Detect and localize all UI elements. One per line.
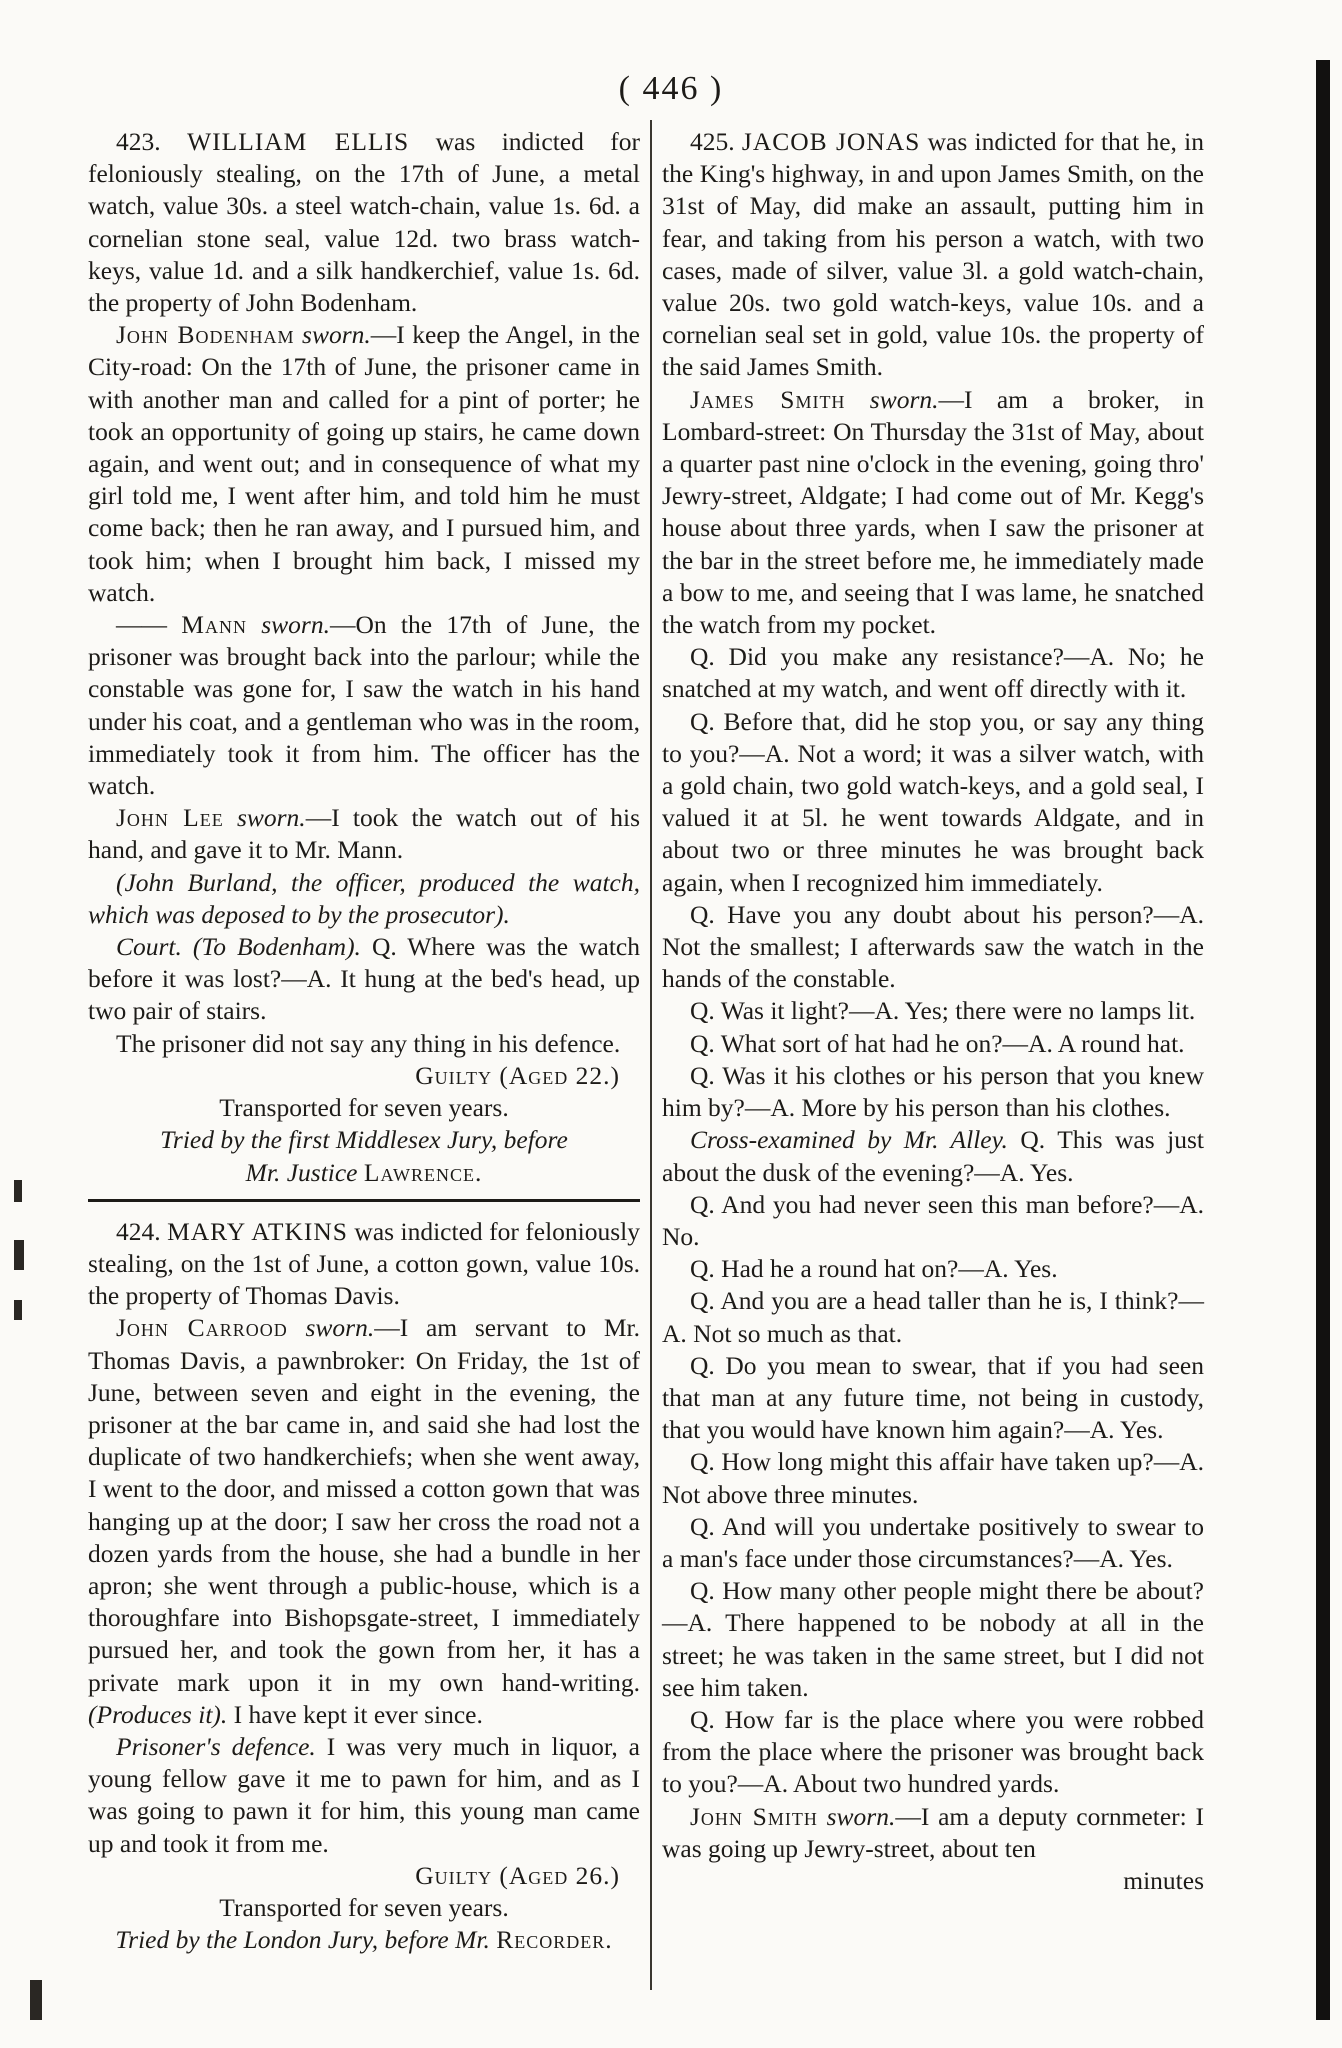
defendant-name: WILLIAM ELLIS	[187, 127, 410, 156]
scan-speck	[14, 1240, 24, 1270]
scan-speck	[30, 1980, 42, 2020]
defendant-name: JACOB JONAS	[741, 127, 921, 156]
catchword: minutes	[1123, 1865, 1204, 1895]
testimony-text: —I am servant to Mr. Thomas Davis, a pawnbroker: On Friday, the 1st of June, between seven and eight in the evening, the prisoner at the bar came in, and said she had lost the duplicate of two handkerchiefs; when she went away, I went to the door, and missed a cotton gown that was hanging up at the door; I saw her cross the road not a dozen yards from the house, she had a bundle in her apron; she went through a public-house, which is a thoroughfare into Bishopsgate-street, I immediately pursued her, and took the gown from her, it has a private mark upon it in my own hand-writing.	[88, 1313, 641, 1697]
judge-name: Recorder.	[496, 1925, 613, 1955]
page-edge-shadow	[1316, 60, 1330, 2020]
qa-line: Q. Have you any doubt about his person?—A. Not the smallest; I afterwards saw the watch in the hands of the constable.	[662, 899, 1204, 994]
case-424-intro	[88, 1216, 640, 1313]
qa-line: Q. And you had never seen this man before?—A. No.	[662, 1189, 1204, 1251]
column-divider	[650, 120, 652, 1990]
testimony-text: —I took the watch out of his hand, and gave it to Mr. Mann.	[88, 803, 640, 865]
witness-name: John Carrood	[116, 1313, 288, 1343]
sworn-label: sworn.	[305, 1313, 375, 1343]
defence-text: I was very much in liquor, a young fellow gave it me to pawn for him, and as I was going to pawn it for him, this young man came up and took it from me.	[88, 1731, 641, 1858]
witness-name: John Lee	[116, 803, 224, 833]
tried-by-judge	[88, 1157, 640, 1189]
judge-title: Mr. Justice	[245, 1157, 358, 1187]
tried-by-line: Tried by the first Middlesex Jury, before	[160, 1125, 568, 1155]
sentence: Transported for seven years.	[219, 1892, 509, 1922]
case-425-intro	[662, 126, 1204, 384]
witness-testimony	[88, 1312, 640, 1731]
testimony-text: —I keep the Angel, in the City-road: On the 17th of June, the prisoner came in with another man and called for a pint of porter; he took an opportunity of going up stairs, he came down again, and went out; and in consequence of what my girl told me, I went after him, and told him he must come back; then he ran away, and I pursued him, and took him; when I brought him back, I missed my watch.	[88, 320, 640, 607]
qa-line: Q. Had he a round hat on?—A. Yes.	[690, 1254, 1058, 1284]
cross-text: Q. This was just about the dusk of the evening?—A. Yes.	[662, 1125, 1205, 1187]
verdict: Guilty (Aged 26.)	[415, 1860, 620, 1890]
testimony-tail: I have kept it ever since.	[233, 1699, 483, 1729]
qa-line: Q. What sort of hat had he on?—A. A round hat.	[690, 1028, 1185, 1058]
witness-name: James Smith	[690, 384, 846, 414]
sworn-label: sworn.	[869, 384, 939, 414]
indictment-text: was indicted for feloniously stealing, on the 1st of June, a cotton gown, value 10s. the property of Thomas Davis.	[88, 1216, 641, 1311]
testimony-text: —I am a broker, in Lombard-street: On Thursday the 31st of May, about a quarter past nine o'clock in the evening, going thro' Jewry-street, Aldgate; I had come out of Mr. Kegg's house about three yards, when I saw the prisoner at the bar in the street before me, he immediately made a bow to me, and seeing that I was lame, he snatched the watch from my pocket.	[662, 384, 1205, 640]
defendant-name: MARY ATKINS	[167, 1216, 348, 1246]
witness-testimony	[88, 802, 640, 866]
witness-name: John Bodenham	[116, 320, 295, 350]
scan-speck	[14, 1180, 22, 1202]
produces-note: (Produces it).	[88, 1699, 228, 1729]
court-label: Court. (To Bodenham).	[116, 932, 361, 962]
court-qa-text: Q. Where was the watch before it was lost?—A. It hung at the bed's head, up two pair of stairs.	[88, 932, 640, 1026]
witness-testimony	[88, 609, 640, 802]
tried-by-text: Tried by the London Jury, before Mr.	[115, 1925, 490, 1955]
testimony-text: —On the 17th of June, the prisoner was brought back into the parlour; while the constable was gone for, I saw the watch in his hand under his coat, and a gentleman who was in the room, immediately took it from him. The officer has the watch.	[88, 610, 641, 801]
testimony-text: —I am a deputy cornmeter: I was going up Jewry-street, about ten	[662, 1801, 1204, 1863]
qa-line: Q. Was it light?—A. Yes; there were no lamps lit.	[690, 996, 1196, 1026]
dash-prefix: ——	[116, 610, 167, 640]
case-separator-rule	[88, 1199, 640, 1202]
defence-label: Prisoner's defence.	[116, 1731, 316, 1761]
qa-line: Q. Do you mean to swear, that if you had seen that man at any future time, not being in custody, that you would have known him again?—A. Yes.	[662, 1350, 1204, 1445]
evidence-note: (John Burland, the officer, produced the watch, which was deposed to by the prosecutor).	[88, 867, 640, 929]
scan-speck	[14, 1300, 22, 1320]
qa-line: Q. Was it his clothes or his person that you knew him by?—A. More by his person than his clothes.	[662, 1060, 1204, 1123]
qa-line: Q. And you are a head taller than he is, I think?—A. Not so much as that.	[662, 1286, 1204, 1348]
court-question	[88, 931, 640, 1028]
qa-line: Q. How far is the place where you were robbed from the place where the prisoner was brought back to you?—A. About two hundred yards.	[662, 1704, 1204, 1799]
qa-line: Q. How many other people might there be about?—A. There happened to be nobody at all in the street; he was taken in the same street, but I did not see him taken.	[662, 1576, 1204, 1702]
sworn-label: sworn.	[261, 610, 330, 640]
left-column	[88, 126, 640, 1956]
page-number: ( 446 )	[618, 70, 724, 107]
qa-line: Q. How long might this affair have taken up?—A. Not above three minutes.	[662, 1447, 1204, 1509]
qa-line: Q. Did you make any resistance?—A. No; he snatched at my watch, and went off directly with it.	[662, 642, 1204, 704]
defence-note: The prisoner did not say any thing in his defence.	[116, 1028, 621, 1058]
qa-line: Q. Before that, did he stop you, or say any thing to you?—A. Not a word; it was a silver watch, with a gold chain, two gold watch-keys, and a gold seal, I valued it at 5l. he went towards Aldgate, and in about two or three minutes he was brought back again, when I recognized him immediately.	[662, 706, 1204, 897]
witness-testimony	[662, 384, 1204, 642]
verdict: Guilty (Aged 22.)	[415, 1060, 620, 1090]
indictment-text: was indicted for that he, in the King's highway, in and upon James Smith, on the 31st of May, did make an assault, putting him in fear, and taking from his person a watch, with two cases, made of silver, value 3l. a gold watch-chain, value 20s. two gold watch-keys, value 10s. and a cornelian seal set in gold, value 10s. the property of the said James Smith.	[662, 127, 1205, 382]
indictment-text: was indicted for feloniously stealing, on the 17th of June, a metal watch, value 30s. a steel watch-chain, value 1s. 6d. a cornelian stone seal, value 12d. two brass watch-keys, value 1d. and a silk handkerchief, value 1s. 6d. the property of John Bodenham.	[88, 127, 641, 318]
case-number: 425.	[690, 127, 735, 156]
cross-label: Cross-examined by Mr. Alley.	[690, 1125, 1008, 1155]
case-number: 423.	[116, 127, 161, 156]
cross-examination	[662, 1124, 1204, 1188]
right-column	[662, 126, 1204, 1897]
tried-by-line	[88, 1924, 640, 1956]
case-423-intro	[88, 126, 640, 319]
qa-line: Q. And will you undertake positively to swear to a man's face under those circumstances?—A. Yes.	[662, 1511, 1204, 1573]
sworn-label: sworn.	[826, 1801, 896, 1831]
witness-name: John Smith	[690, 1801, 818, 1831]
judge-name: Lawrence.	[363, 1157, 483, 1187]
sentence: Transported for seven years.	[219, 1093, 509, 1123]
case-number: 424.	[116, 1216, 161, 1246]
prisoner-defence	[88, 1731, 640, 1860]
witness-name: Mann	[181, 610, 247, 640]
sworn-label: sworn.	[302, 320, 371, 350]
sworn-label: sworn.	[236, 803, 306, 833]
witness-testimony	[88, 319, 640, 609]
witness-testimony	[662, 1801, 1204, 1865]
